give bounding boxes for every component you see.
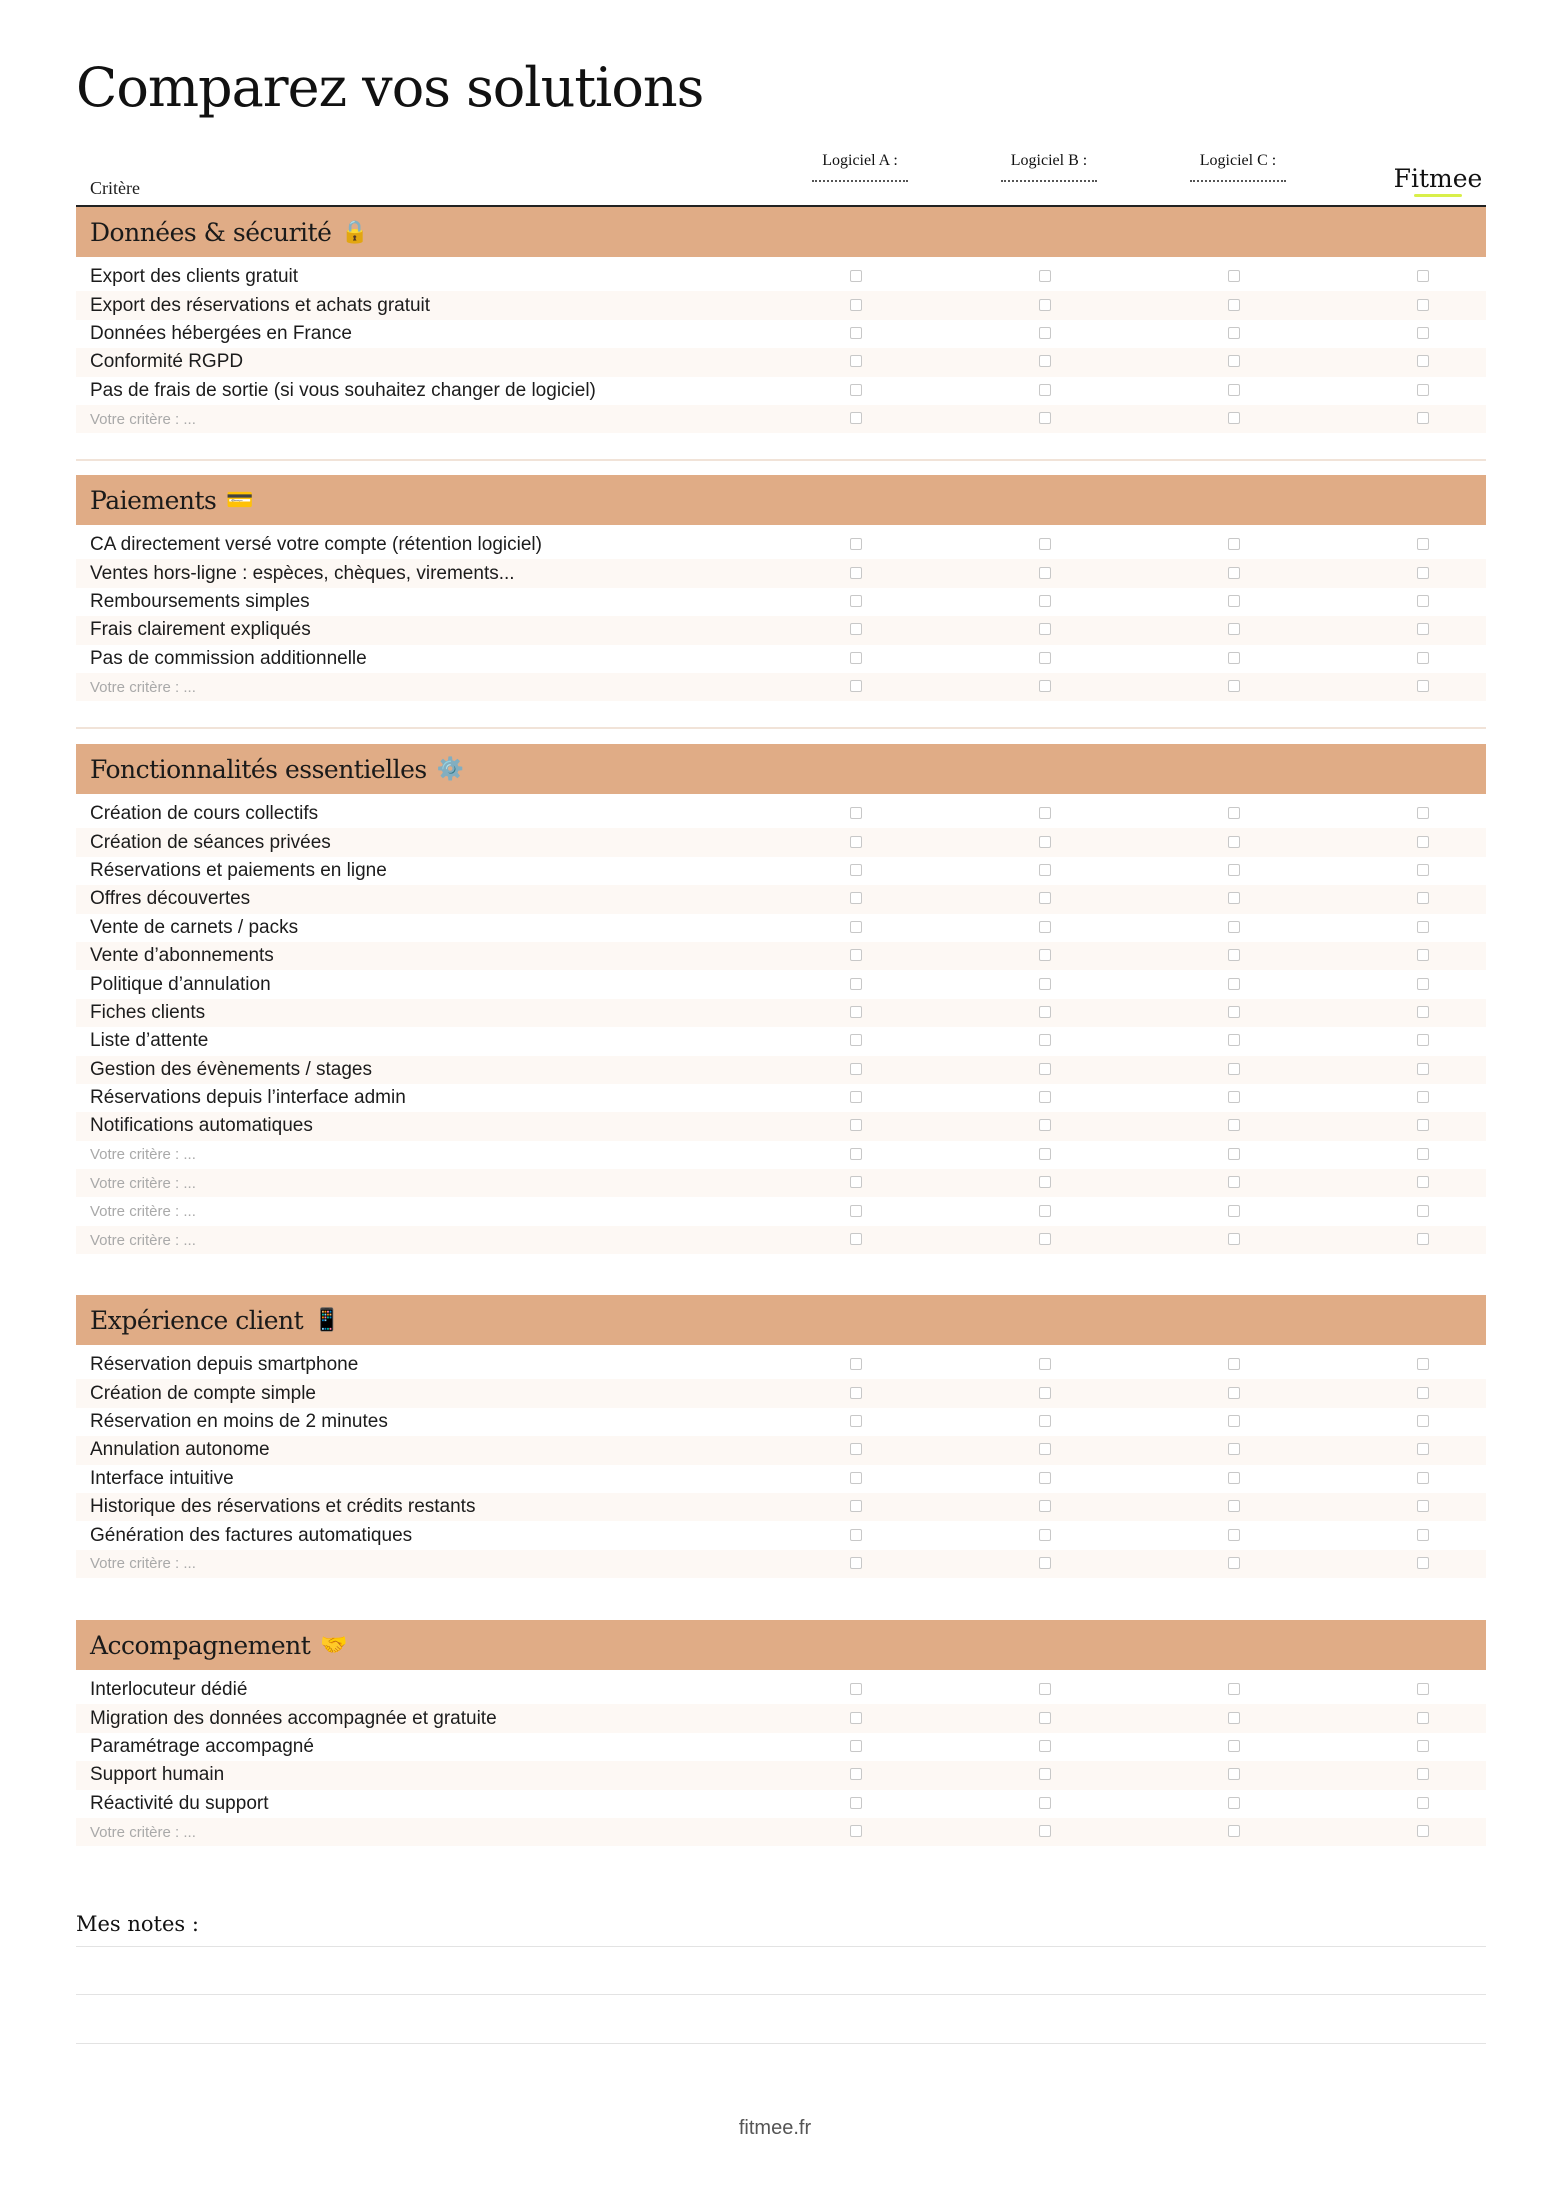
- software-b-checkbox[interactable]: [1039, 1443, 1051, 1455]
- criterion-column-header: Critère: [90, 178, 140, 198]
- software-c-checkbox[interactable]: [1228, 327, 1240, 339]
- software-a-blank-line[interactable]: [812, 176, 908, 182]
- section-emoji-icon: 📱: [313, 1307, 341, 1333]
- notes-title: Mes notes :: [76, 1912, 199, 1936]
- software-c-checkbox[interactable]: [1228, 1205, 1240, 1217]
- fitmee-checkbox[interactable]: [1417, 1233, 1429, 1245]
- software-b-checkbox[interactable]: [1039, 680, 1051, 692]
- criterion-row: [76, 1465, 1486, 1493]
- software-b-checkbox[interactable]: [1039, 978, 1051, 990]
- custom-criterion-row: [76, 1818, 1486, 1846]
- criterion-label: Notifications automatiques: [90, 1115, 313, 1137]
- software-b-checkbox[interactable]: [1039, 1415, 1051, 1427]
- software-b-checkbox[interactable]: [1039, 327, 1051, 339]
- custom-criterion-placeholder[interactable]: Votre critère : ...: [90, 1555, 196, 1573]
- criterion-label: Migration des données accompagnée et gratuite: [90, 1707, 497, 1729]
- fitmee-checkbox[interactable]: [1417, 1825, 1429, 1837]
- software-b-checkbox[interactable]: [1039, 921, 1051, 933]
- fitmee-checkbox[interactable]: [1417, 1006, 1429, 1018]
- fitmee-checkbox[interactable]: [1417, 1529, 1429, 1541]
- software-a-checkbox[interactable]: [850, 567, 862, 579]
- custom-criterion-placeholder[interactable]: Votre critère : ...: [90, 1231, 196, 1249]
- software-a-checkbox[interactable]: [850, 1119, 862, 1131]
- section-header: [76, 475, 1486, 525]
- criterion-label: Frais clairement expliqués: [90, 619, 311, 641]
- software-c-checkbox[interactable]: [1228, 978, 1240, 990]
- software-c-blank-line[interactable]: [1190, 176, 1286, 182]
- fitmee-checkbox[interactable]: [1417, 892, 1429, 904]
- software-a-checkbox[interactable]: [850, 538, 862, 550]
- software-a-checkbox[interactable]: [850, 1825, 862, 1837]
- software-c-checkbox[interactable]: [1228, 355, 1240, 367]
- criterion-row: [76, 263, 1486, 291]
- software-b-checkbox[interactable]: [1039, 538, 1051, 550]
- section-header: [76, 1620, 1486, 1670]
- software-c-checkbox[interactable]: [1228, 892, 1240, 904]
- software-b-checkbox[interactable]: [1039, 1148, 1051, 1160]
- fitmee-checkbox[interactable]: [1417, 595, 1429, 607]
- software-b-blank-line[interactable]: [1001, 176, 1097, 182]
- fitmee-checkbox[interactable]: [1417, 1472, 1429, 1484]
- criterion-label: Export des réservations et achats gratuit: [90, 294, 431, 316]
- custom-criterion-placeholder[interactable]: Votre critère : ...: [90, 1823, 196, 1841]
- note-line[interactable]: [76, 1994, 1486, 1995]
- criterion-row: [76, 800, 1486, 828]
- software-b-label: Logiciel B :: [1010, 152, 1088, 169]
- software-a-checkbox[interactable]: [850, 1205, 862, 1217]
- custom-criterion-row: [76, 1197, 1486, 1225]
- custom-criterion-placeholder[interactable]: Votre critère : ...: [90, 678, 196, 696]
- software-a-checkbox[interactable]: [850, 1768, 862, 1780]
- software-a-checkbox[interactable]: [850, 1683, 862, 1695]
- criteria-list: [76, 257, 1486, 433]
- section-payments: [76, 475, 1486, 729]
- software-c-label: Logiciel C :: [1199, 152, 1277, 169]
- section-title: Données & sécurité: [90, 217, 332, 247]
- software-a-checkbox[interactable]: [850, 1233, 862, 1245]
- software-b-checkbox[interactable]: [1039, 1740, 1051, 1752]
- software-b-checkbox[interactable]: [1039, 1768, 1051, 1780]
- software-a-checkbox[interactable]: [850, 1500, 862, 1512]
- software-c-checkbox[interactable]: [1228, 595, 1240, 607]
- software-a-checkbox[interactable]: [850, 1797, 862, 1809]
- criterion-label: Réservation en moins de 2 minutes: [90, 1410, 388, 1432]
- fitmee-checkbox[interactable]: [1417, 1740, 1429, 1752]
- software-a-checkbox[interactable]: [850, 595, 862, 607]
- software-b-checkbox[interactable]: [1039, 1119, 1051, 1131]
- criterion-label: Création de compte simple: [90, 1382, 316, 1404]
- criterion-row: [76, 1790, 1486, 1818]
- software-b-checkbox[interactable]: [1039, 567, 1051, 579]
- fitmee-checkbox[interactable]: [1417, 1415, 1429, 1427]
- software-a-checkbox[interactable]: [850, 1472, 862, 1484]
- criterion-label: Historique des réservations et crédits restants: [90, 1496, 476, 1518]
- criterion-row: [76, 1379, 1486, 1407]
- section-title: Fonctionnalités essentielles: [90, 754, 427, 784]
- brand-underline: [1414, 194, 1462, 197]
- criterion-row: [76, 348, 1486, 376]
- fitmee-checkbox[interactable]: [1417, 327, 1429, 339]
- software-c-checkbox[interactable]: [1228, 1472, 1240, 1484]
- software-b-checkbox[interactable]: [1039, 1233, 1051, 1245]
- section-emoji-icon: 🤝: [320, 1632, 348, 1658]
- software-a-checkbox[interactable]: [850, 623, 862, 635]
- fitmee-checkbox[interactable]: [1417, 1797, 1429, 1809]
- software-b-checkbox[interactable]: [1039, 892, 1051, 904]
- section-data-security: [76, 207, 1486, 461]
- fitmee-checkbox[interactable]: [1417, 623, 1429, 635]
- criterion-label: Création de cours collectifs: [90, 803, 319, 825]
- fitmee-checkbox[interactable]: [1417, 1768, 1429, 1780]
- criterion-row: [76, 914, 1486, 942]
- software-c-checkbox[interactable]: [1228, 652, 1240, 664]
- criterion-row: [76, 588, 1486, 616]
- software-c-checkbox[interactable]: [1228, 623, 1240, 635]
- software-c-checkbox[interactable]: [1228, 1797, 1240, 1809]
- custom-criterion-placeholder[interactable]: Votre critère : ...: [90, 410, 196, 428]
- section-emoji-icon: 💳: [226, 487, 254, 513]
- section-header: [76, 744, 1486, 794]
- software-b-checkbox[interactable]: [1039, 1205, 1051, 1217]
- fitmee-checkbox[interactable]: [1417, 807, 1429, 819]
- software-c-checkbox[interactable]: [1228, 270, 1240, 282]
- fitmee-checkbox[interactable]: [1417, 1063, 1429, 1075]
- section-title: Paiements: [90, 485, 217, 515]
- software-c-checkbox[interactable]: [1228, 921, 1240, 933]
- criterion-label: Vente de carnets / packs: [90, 916, 299, 938]
- software-a-checkbox[interactable]: [850, 1557, 862, 1569]
- section-header: [76, 207, 1486, 257]
- brand-column-header: [1378, 164, 1498, 197]
- criterion-label: Génération des factures automatiques: [90, 1524, 413, 1546]
- software-c-checkbox[interactable]: [1228, 1500, 1240, 1512]
- software-b-checkbox[interactable]: [1039, 1500, 1051, 1512]
- software-b-checkbox[interactable]: [1039, 595, 1051, 607]
- software-b-checkbox[interactable]: [1039, 1006, 1051, 1018]
- fitmee-checkbox[interactable]: [1417, 299, 1429, 311]
- criterion-row: [76, 885, 1486, 913]
- section-title: Expérience client: [90, 1305, 304, 1335]
- software-a-checkbox[interactable]: [850, 1091, 862, 1103]
- software-a-label: Logiciel A :: [822, 152, 898, 169]
- software-a-checkbox[interactable]: [850, 1176, 862, 1188]
- section-header: [76, 1295, 1486, 1345]
- fitmee-checkbox[interactable]: [1417, 1148, 1429, 1160]
- criterion-label: Interface intuitive: [90, 1467, 234, 1489]
- criterion-row: [76, 970, 1486, 998]
- custom-criterion-row: [76, 405, 1486, 433]
- software-a-checkbox[interactable]: [850, 412, 862, 424]
- fitmee-checkbox[interactable]: [1417, 680, 1429, 692]
- fitmee-checkbox[interactable]: [1417, 978, 1429, 990]
- criterion-row: [76, 559, 1486, 587]
- software-b-checkbox[interactable]: [1039, 270, 1051, 282]
- criterion-row: [76, 1112, 1486, 1140]
- fitmee-checkbox[interactable]: [1417, 1557, 1429, 1569]
- fitmee-checkbox[interactable]: [1417, 384, 1429, 396]
- fitmee-checkbox[interactable]: [1417, 836, 1429, 848]
- software-a-checkbox[interactable]: [850, 327, 862, 339]
- software-b-checkbox[interactable]: [1039, 299, 1051, 311]
- software-c-checkbox[interactable]: [1228, 1006, 1240, 1018]
- note-line[interactable]: [76, 2043, 1486, 2044]
- fitmee-checkbox[interactable]: [1417, 921, 1429, 933]
- software-b-checkbox[interactable]: [1039, 1091, 1051, 1103]
- software-b-checkbox[interactable]: [1039, 1034, 1051, 1046]
- custom-criterion-row: [76, 673, 1486, 701]
- software-a-checkbox[interactable]: [850, 807, 862, 819]
- criterion-label: CA directement versé votre compte (rétention logiciel): [90, 534, 542, 556]
- custom-criterion-row: [76, 1550, 1486, 1578]
- software-c-checkbox[interactable]: [1228, 1443, 1240, 1455]
- software-a-checkbox[interactable]: [850, 1387, 862, 1399]
- criterion-row: [76, 1056, 1486, 1084]
- software-b-checkbox[interactable]: [1039, 864, 1051, 876]
- criterion-row: [76, 291, 1486, 319]
- fitmee-checkbox[interactable]: [1417, 949, 1429, 961]
- criterion-label: Pas de frais de sortie (si vous souhaitez changer de logiciel): [90, 379, 596, 401]
- criteria-list: [76, 1670, 1486, 1846]
- fitmee-checkbox[interactable]: [1417, 1387, 1429, 1399]
- criterion-row: [76, 1676, 1486, 1704]
- criterion-row: [76, 1761, 1486, 1789]
- criterion-label: Conformité RGPD: [90, 351, 244, 373]
- criterion-row: [76, 1351, 1486, 1379]
- footer-url: fitmee.fr: [738, 2117, 812, 2139]
- criterion-row: [76, 320, 1486, 348]
- software-b-checkbox[interactable]: [1039, 1176, 1051, 1188]
- custom-criterion-row: [76, 1169, 1486, 1197]
- fitmee-checkbox[interactable]: [1417, 1091, 1429, 1103]
- criteria-list: [76, 1345, 1486, 1578]
- software-c-checkbox[interactable]: [1228, 384, 1240, 396]
- criterion-label: Vente d’abonnements: [90, 945, 274, 967]
- software-a-checkbox[interactable]: [850, 270, 862, 282]
- criterion-row: [76, 999, 1486, 1027]
- criterion-label: Données hébergées en France: [90, 322, 352, 344]
- software-c-checkbox[interactable]: [1228, 1387, 1240, 1399]
- software-b-checkbox[interactable]: [1039, 949, 1051, 961]
- section-emoji-icon: ⚙️: [436, 756, 464, 782]
- software-b-column-header: [999, 152, 1099, 208]
- fitmee-checkbox[interactable]: [1417, 864, 1429, 876]
- software-a-checkbox[interactable]: [850, 1415, 862, 1427]
- custom-criterion-placeholder[interactable]: Votre critère : ...: [90, 1203, 196, 1221]
- software-c-checkbox[interactable]: [1228, 1119, 1240, 1131]
- software-b-checkbox[interactable]: [1039, 1712, 1051, 1724]
- software-c-checkbox[interactable]: [1228, 567, 1240, 579]
- criterion-row: [76, 857, 1486, 885]
- software-a-column-header: [810, 152, 910, 208]
- software-b-checkbox[interactable]: [1039, 412, 1051, 424]
- criterion-row: [76, 1733, 1486, 1761]
- section-emoji-icon: 🔒: [341, 219, 369, 245]
- criterion-row: [76, 1027, 1486, 1055]
- software-b-checkbox[interactable]: [1039, 1358, 1051, 1370]
- criterion-row: [76, 377, 1486, 405]
- note-line[interactable]: [76, 1946, 1486, 1947]
- software-c-checkbox[interactable]: [1228, 1825, 1240, 1837]
- brand-logo: Fitmee: [1393, 164, 1483, 193]
- fitmee-checkbox[interactable]: [1417, 567, 1429, 579]
- software-c-checkbox[interactable]: [1228, 1712, 1240, 1724]
- criterion-label: Ventes hors-ligne : espèces, chèques, virements...: [90, 562, 515, 584]
- criterion-label: Liste d’attente: [90, 1030, 209, 1052]
- page-title: Comparez vos solutions: [76, 56, 704, 119]
- fitmee-checkbox[interactable]: [1417, 355, 1429, 367]
- fitmee-checkbox[interactable]: [1417, 1176, 1429, 1188]
- software-c-checkbox[interactable]: [1228, 1740, 1240, 1752]
- software-a-checkbox[interactable]: [850, 652, 862, 664]
- criterion-row: [76, 1436, 1486, 1464]
- fitmee-checkbox[interactable]: [1417, 1358, 1429, 1370]
- software-a-checkbox[interactable]: [850, 892, 862, 904]
- criterion-row: [76, 828, 1486, 856]
- section-features: [76, 744, 1486, 1254]
- criterion-label: Réservations depuis l’interface admin: [90, 1087, 406, 1109]
- software-a-checkbox[interactable]: [850, 355, 862, 367]
- criteria-list: [76, 794, 1486, 1254]
- criterion-row: [76, 942, 1486, 970]
- software-c-checkbox[interactable]: [1228, 1529, 1240, 1541]
- software-a-checkbox[interactable]: [850, 1358, 862, 1370]
- software-c-checkbox[interactable]: [1228, 949, 1240, 961]
- criterion-row: [76, 616, 1486, 644]
- criterion-label: Offres découvertes: [90, 888, 251, 910]
- fitmee-checkbox[interactable]: [1417, 1500, 1429, 1512]
- software-a-checkbox[interactable]: [850, 836, 862, 848]
- software-c-checkbox[interactable]: [1228, 1557, 1240, 1569]
- criterion-label: Pas de commission additionnelle: [90, 647, 367, 669]
- software-c-checkbox[interactable]: [1228, 864, 1240, 876]
- criterion-row: [76, 531, 1486, 559]
- software-c-checkbox[interactable]: [1228, 1091, 1240, 1103]
- software-c-checkbox[interactable]: [1228, 1034, 1240, 1046]
- software-c-checkbox[interactable]: [1228, 538, 1240, 550]
- software-c-checkbox[interactable]: [1228, 836, 1240, 848]
- custom-criterion-row: [76, 1226, 1486, 1254]
- criterion-label: Fiches clients: [90, 1001, 206, 1023]
- section-divider: [76, 727, 1486, 729]
- software-c-checkbox[interactable]: [1228, 1415, 1240, 1427]
- section-client-experience: [76, 1295, 1486, 1578]
- criteria-list: [76, 525, 1486, 701]
- criterion-row: [76, 1084, 1486, 1112]
- criterion-label: Paramétrage accompagné: [90, 1735, 314, 1757]
- fitmee-checkbox[interactable]: [1417, 652, 1429, 664]
- section-title: Accompagnement: [90, 1630, 311, 1660]
- software-a-checkbox[interactable]: [850, 1740, 862, 1752]
- custom-criterion-placeholder[interactable]: Votre critère : ...: [90, 1146, 196, 1164]
- software-c-checkbox[interactable]: [1228, 1358, 1240, 1370]
- fitmee-checkbox[interactable]: [1417, 1034, 1429, 1046]
- section-support: [76, 1620, 1486, 1846]
- software-b-checkbox[interactable]: [1039, 623, 1051, 635]
- software-c-checkbox[interactable]: [1228, 680, 1240, 692]
- software-b-checkbox[interactable]: [1039, 1387, 1051, 1399]
- fitmee-checkbox[interactable]: [1417, 1205, 1429, 1217]
- criterion-label: Politique d’annulation: [90, 973, 271, 995]
- section-divider: [76, 459, 1486, 461]
- criterion-label: Création de séances privées: [90, 831, 331, 853]
- software-c-checkbox[interactable]: [1228, 299, 1240, 311]
- criterion-label: Réactivité du support: [90, 1792, 269, 1814]
- software-b-checkbox[interactable]: [1039, 1797, 1051, 1809]
- software-b-checkbox[interactable]: [1039, 355, 1051, 367]
- software-b-checkbox[interactable]: [1039, 1529, 1051, 1541]
- criterion-label: Annulation autonome: [90, 1439, 270, 1461]
- software-b-checkbox[interactable]: [1039, 1557, 1051, 1569]
- criterion-row: [76, 1704, 1486, 1732]
- software-c-checkbox[interactable]: [1228, 1768, 1240, 1780]
- software-a-checkbox[interactable]: [850, 921, 862, 933]
- fitmee-checkbox[interactable]: [1417, 1712, 1429, 1724]
- software-a-checkbox[interactable]: [850, 384, 862, 396]
- criterion-row: [76, 1521, 1486, 1549]
- software-b-checkbox[interactable]: [1039, 1472, 1051, 1484]
- criterion-label: Support humain: [90, 1764, 225, 1786]
- software-c-checkbox[interactable]: [1228, 1683, 1240, 1695]
- software-b-checkbox[interactable]: [1039, 807, 1051, 819]
- software-c-checkbox[interactable]: [1228, 1063, 1240, 1075]
- criterion-label: Gestion des évènements / stages: [90, 1058, 372, 1080]
- criterion-label: Remboursements simples: [90, 590, 310, 612]
- fitmee-checkbox[interactable]: [1417, 1443, 1429, 1455]
- software-a-checkbox[interactable]: [850, 1529, 862, 1541]
- fitmee-checkbox[interactable]: [1417, 1119, 1429, 1131]
- software-a-checkbox[interactable]: [850, 864, 862, 876]
- criterion-label: Interlocuteur dédié: [90, 1679, 248, 1701]
- software-b-checkbox[interactable]: [1039, 1063, 1051, 1075]
- criterion-label: Export des clients gratuit: [90, 266, 299, 288]
- software-a-checkbox[interactable]: [850, 1006, 862, 1018]
- software-a-checkbox[interactable]: [850, 1148, 862, 1160]
- criterion-row: [76, 645, 1486, 673]
- software-a-checkbox[interactable]: [850, 1034, 862, 1046]
- software-b-checkbox[interactable]: [1039, 1825, 1051, 1837]
- software-a-checkbox[interactable]: [850, 299, 862, 311]
- software-b-checkbox[interactable]: [1039, 652, 1051, 664]
- software-a-checkbox[interactable]: [850, 978, 862, 990]
- software-a-checkbox[interactable]: [850, 1443, 862, 1455]
- fitmee-checkbox[interactable]: [1417, 538, 1429, 550]
- custom-criterion-row: [76, 1141, 1486, 1169]
- software-c-checkbox[interactable]: [1228, 412, 1240, 424]
- software-c-column-header: [1188, 152, 1288, 208]
- software-a-checkbox[interactable]: [850, 949, 862, 961]
- software-c-checkbox[interactable]: [1228, 1148, 1240, 1160]
- software-c-checkbox[interactable]: [1228, 807, 1240, 819]
- criterion-label: Réservation depuis smartphone: [90, 1354, 359, 1376]
- criterion-row: [76, 1493, 1486, 1521]
- criterion-label: Réservations et paiements en ligne: [90, 859, 387, 881]
- software-a-checkbox[interactable]: [850, 1712, 862, 1724]
- software-c-checkbox[interactable]: [1228, 1233, 1240, 1245]
- software-b-checkbox[interactable]: [1039, 836, 1051, 848]
- software-a-checkbox[interactable]: [850, 1063, 862, 1075]
- software-b-checkbox[interactable]: [1039, 384, 1051, 396]
- fitmee-checkbox[interactable]: [1417, 1683, 1429, 1695]
- software-a-checkbox[interactable]: [850, 680, 862, 692]
- software-c-checkbox[interactable]: [1228, 1176, 1240, 1188]
- criterion-row: [76, 1408, 1486, 1436]
- software-b-checkbox[interactable]: [1039, 1683, 1051, 1695]
- fitmee-checkbox[interactable]: [1417, 412, 1429, 424]
- fitmee-checkbox[interactable]: [1417, 270, 1429, 282]
- custom-criterion-placeholder[interactable]: Votre critère : ...: [90, 1174, 196, 1192]
